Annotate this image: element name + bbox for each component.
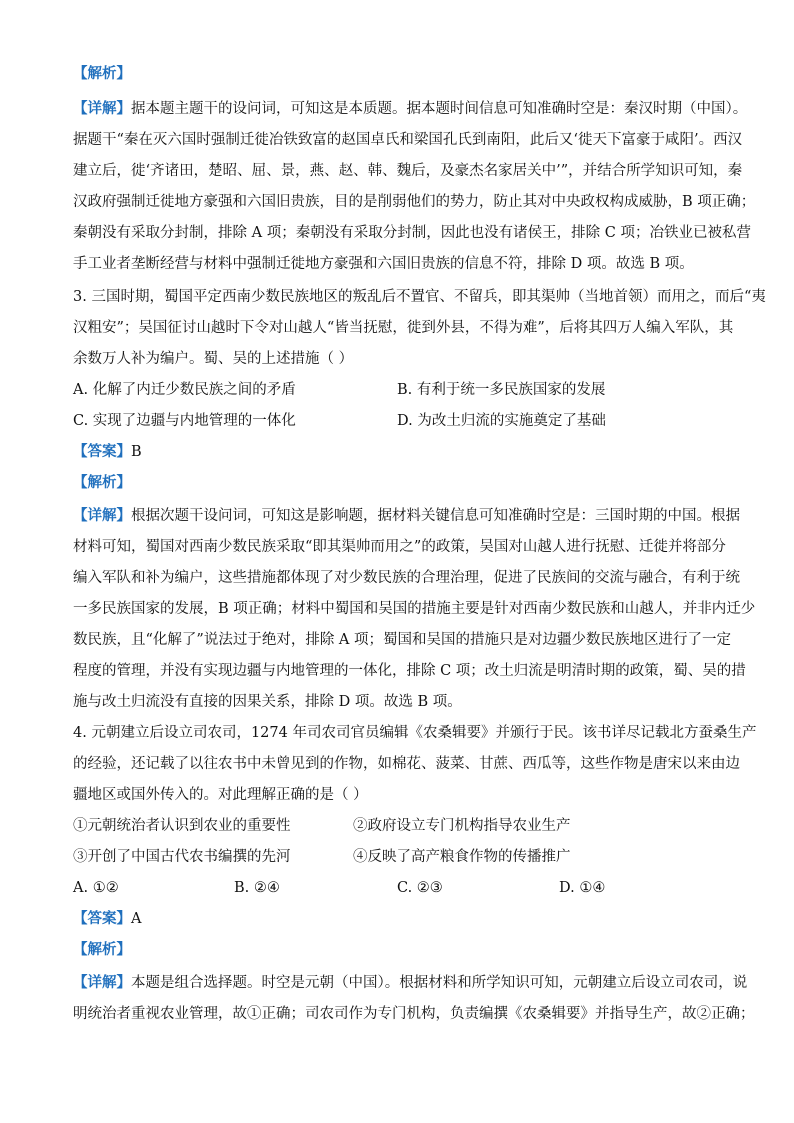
detail-line: 程度的管理，并没有实现边疆与内地管理的一体化，排除 C 项；改土归流是明清时期的政策，蜀、吴的措: [73, 663, 746, 679]
detail-tag: 【详解】: [73, 974, 131, 991]
detail-line: 一多民族国家的发展，B 项正确；材料中蜀国和吴国的措施主要是针对西南少数民族和山越人，并非内迁少: [73, 601, 756, 617]
detail-line: 建立后，徙‘齐诸田，楚昭、屈、景，燕、赵、韩、魏后，及豪杰名家居关中’”，并结合所学知识可知，秦: [73, 163, 743, 179]
option-d: D. ①④: [559, 880, 606, 896]
option-b: B. ②④: [234, 880, 280, 896]
analysis-tag: 【解析】: [73, 941, 131, 958]
detail-line: 秦朝没有采取分封制，排除 A 项；秦朝没有采取分封制，因此也没有诸侯王，排除 C 项；冶铁业已被私营: [73, 225, 751, 241]
statement-1: ①元朝统治者认识到农业的重要性: [73, 818, 291, 834]
analysis-tag: 【解析】: [73, 65, 131, 82]
detail-line: 手工业者垄断经营与材料中强制迁徙地方豪强和六国旧贵族的信息不符，排除 D 项。故选 B 项。: [73, 256, 694, 272]
analysis-tag: 【解析】: [73, 474, 131, 491]
detail-tag: 【详解】: [73, 507, 131, 524]
detail-line: 材料可知，蜀国对西南少数民族采取“即其渠帅而用之”的政策，吴国对山越人进行抚慰、迁徙并将部分: [73, 539, 726, 555]
detail-line: 汉政府强制迁徙地方豪强和六国旧贵族，目的是削弱他们的势力，防止其对中央政权构成威胁，B 项正确；: [73, 194, 756, 210]
detail-line: 【详解】本题是组合选择题。时空是元朝（中国）。根据材料和所学知识可知，元朝建立后设立司农司，说: [73, 974, 748, 991]
question-stem: 余数万人补为编户。蜀、吴的上述措施（ ）: [73, 351, 354, 367]
option-a: A. 化解了内迁少数民族之间的矛盾: [73, 382, 296, 398]
answer-value: B: [131, 444, 142, 460]
answer-tag: 【答案】: [73, 910, 131, 927]
detail-tag: 【详解】: [73, 100, 131, 117]
detail-line: 数民族，且“化解了”说法过于绝对，排除 A 项；蜀国和吴国的措施只是对边疆少数民族地区进行了一定: [73, 632, 732, 648]
question-stem: 4. 元朝建立后设立司农司，1274 年司农司官员编辑《农桑辑要》并颁行于民。该书详尽记载北方蚕桑生产: [73, 725, 757, 741]
option-a: A. ①②: [73, 880, 119, 896]
option-d: D. 为改土归流的实施奠定了基础: [397, 413, 606, 429]
detail-line: 编入军队和补为编户，这些措施都体现了对少数民族的合理治理，促进了民族间的交流与融合，有利于统: [73, 570, 740, 586]
question-stem: 3. 三国时期，蜀国平定西南少数民族地区的叛乱后不置官、不留兵，即其渠帅（当地首领）而用之，而后“夷: [73, 289, 766, 305]
question-stem: 汉粗安”；吴国征讨山越时下令对山越人“皆当抚慰，徙到外县，不得为难”，后将其四万人编入军队，其: [73, 320, 734, 336]
answer-tag: 【答案】: [73, 443, 131, 460]
detail-line: 施与改土归流没有直接的因果关系，排除 D 项。故选 B 项。: [73, 694, 462, 710]
statement-2: ②政府设立专门机构指导农业生产: [353, 818, 571, 834]
detail-line: 明统治者重视农业管理，故①正确；司农司作为专门机构，负责编撰《农桑辑要》并指导生产，故②正确；: [73, 1006, 755, 1022]
statement-3: ③开创了中国古代农书编撰的先河: [73, 849, 291, 865]
option-c: C. ②③: [397, 880, 443, 896]
question-stem: 疆地区或国外传入的。对此理解正确的是（ ）: [73, 787, 368, 803]
answer-line: [73, 909, 141, 929]
question-stem: 的经验，还记载了以往农书中未曾见到的作物，如棉花、菠菜、甘蔗、西瓜等，这些作物是唐宋以来由边: [73, 756, 740, 772]
detail-line: 据题干“秦在灭六国时强制迁徙冶铁致富的赵国卓氏和梁国孔氏到南阳，此后又‘徙天下富豪于咸阳’。西汉: [73, 132, 743, 148]
detail-line: 【详解】据本题主题干的设问词，可知这是本质题。据本题时间信息可知准确时空是：秦汉时期（中国）。: [73, 100, 748, 117]
detail-line: 【详解】根据次题干设问词，可知这是影响题，据材料关键信息可知准确时空是：三国时期的中国。根据: [73, 507, 740, 524]
option-c: C. 实现了边疆与内地管理的一体化: [73, 413, 296, 429]
statement-4: ④反映了高产粮食作物的传播推广: [353, 849, 571, 865]
option-b: B. 有利于统一多民族国家的发展: [397, 382, 606, 398]
answer-line: [73, 442, 142, 462]
answer-value: A: [131, 911, 142, 927]
